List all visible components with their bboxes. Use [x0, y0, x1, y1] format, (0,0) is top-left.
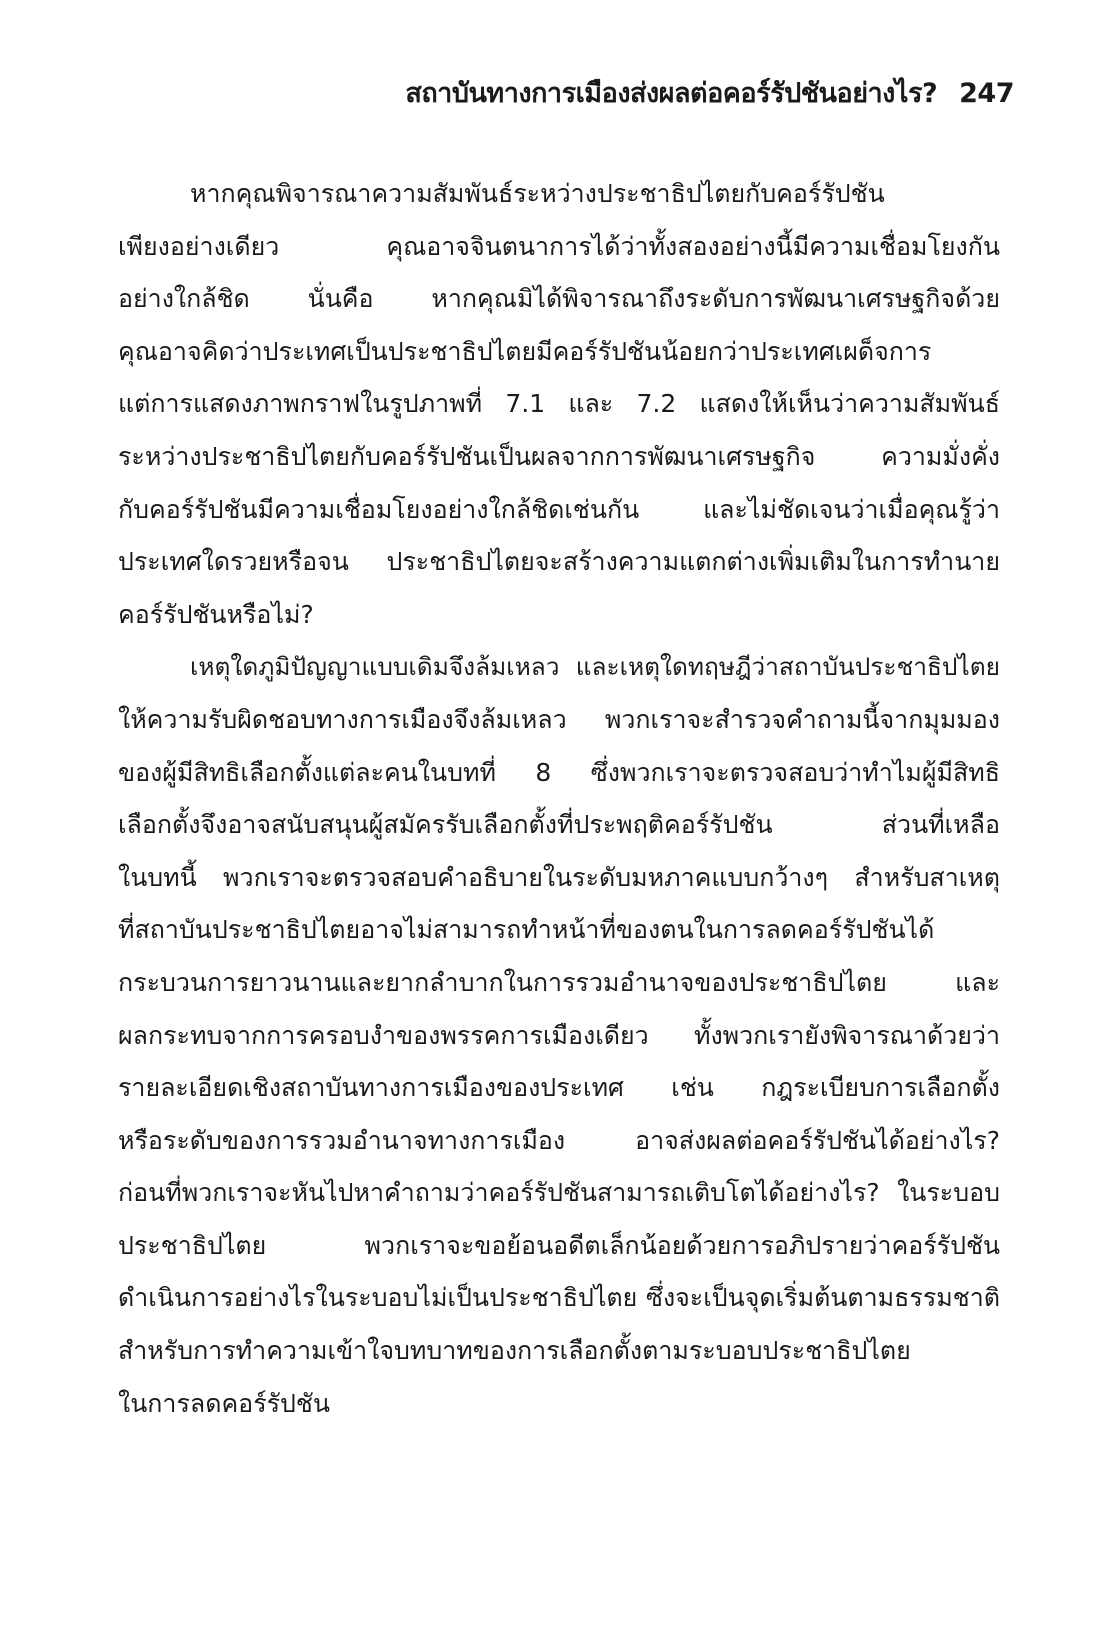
- text-line: ประเทศใดรวยหรือจน ประชาธิปไตยจะสร้างความแตกต่างเพิ่มเติมในการทำนาย: [118, 547, 1000, 577]
- text-line: ก่อนที่พวกเราจะหันไปหาคำถามว่าคอร์รัปชันสามารถเติบโตได้อย่างไร? ในระบอบ: [118, 1178, 1000, 1208]
- paragraph-2: [118, 641, 1000, 1430]
- text-line: เหตุใดภูมิปัญญาแบบเดิมจึงล้มเหลว และเหตุใดทฤษฎีว่าสถาบันประชาธิปไตย: [190, 652, 1000, 682]
- text-line: ประชาธิปไตย พวกเราจะขอย้อนอดีตเล็กน้อยด้วยการอภิปรายว่าคอร์รัปชัน: [118, 1230, 1000, 1260]
- text-line: กระบวนการยาวนานและยากลำบากในการรวมอำนาจของประชาธิปไตย และ: [118, 967, 1000, 997]
- text-line: ที่สถาบันประชาธิปไตยอาจไม่สามารถทำหน้าที่ของตนในการลดคอร์รัปชันได้: [118, 915, 935, 945]
- text-line: ในการลดคอร์รัปชัน: [118, 1388, 330, 1418]
- text-line: คอร์รัปชันหรือไม่?: [118, 599, 314, 629]
- text-line: ผลกระทบจากการครอบงำของพรรคการเมืองเดียว ทั้งพวกเรายังพิจารณาด้วยว่า: [118, 1020, 1000, 1050]
- text-line: กับคอร์รัปชันมีความเชื่อมโยงอย่างใกล้ชิดเช่นกัน และไม่ชัดเจนว่าเมื่อคุณรู้ว่า: [118, 494, 1000, 524]
- text-line: ระหว่างประชาธิปไตยกับคอร์รัปชันเป็นผลจากการพัฒนาเศรษฐกิจ ความมั่งคั่ง: [118, 441, 1000, 471]
- running-header: [405, 74, 1014, 114]
- text-line: อย่างใกล้ชิด นั่นคือ หากคุณมิได้พิจารณาถึงระดับการพัฒนาเศรษฐกิจด้วย: [118, 284, 1000, 314]
- text-line: คุณอาจคิดว่าประเทศเป็นประชาธิปไตยมีคอร์รัปชันน้อยกว่าประเทศเผด็จการ: [118, 336, 932, 366]
- body-text: [118, 168, 1000, 1430]
- text-line: ในบทนี้ พวกเราจะตรวจสอบคำอธิบายในระดับมหภาคแบบกว้างๆ สำหรับสาเหตุ: [118, 862, 1000, 892]
- text-line: ดำเนินการอย่างไรในระบอบไม่เป็นประชาธิปไตย ซึ่งจะเป็นจุดเริ่มต้นตามธรรมชาติ: [118, 1283, 1000, 1313]
- chapter-title: สถาบันทางการเมืองส่งผลต่อคอร์รัปชันอย่างไร?: [405, 78, 938, 109]
- text-line: รายละเอียดเชิงสถาบันทางการเมืองของประเทศ เช่น กฎระเบียบการเลือกตั้ง: [118, 1073, 1000, 1103]
- paragraph-1: [118, 168, 1000, 641]
- text-line: สำหรับการทำความเข้าใจบทบาทของการเลือกตั้งตามระบอบประชาธิปไตย: [118, 1336, 911, 1366]
- text-line: แต่การแสดงภาพกราฟในรูปภาพที่ 7.1 และ 7.2 แสดงให้เห็นว่าความสัมพันธ์: [118, 389, 1000, 419]
- text-line: หรือระดับของการรวมอำนาจทางการเมือง อาจส่งผลต่อคอร์รัปชันได้อย่างไร?: [118, 1125, 1000, 1155]
- text-line: ของผู้มีสิทธิเลือกตั้งแต่ละคนในบทที่ 8 ซึ่งพวกเราจะตรวจสอบว่าทำไมผู้มีสิทธิ: [118, 757, 1000, 787]
- page-number: 247: [959, 78, 1014, 109]
- text-line: ให้ความรับผิดชอบทางการเมืองจึงล้มเหลว พวกเราจะสำรวจคำถามนี้จากมุมมอง: [118, 704, 1000, 734]
- text-line: เลือกตั้งจึงอาจสนับสนุนผู้สมัครรับเลือกตั้งที่ประพฤติคอร์รัปชัน ส่วนที่เหลือ: [118, 810, 1000, 840]
- text-line: เพียงอย่างเดียว คุณอาจจินตนาการได้ว่าทั้งสองอย่างนี้มีความเชื่อมโยงกัน: [118, 231, 1000, 261]
- text-line: หากคุณพิจารณาความสัมพันธ์ระหว่างประชาธิปไตยกับคอร์รัปชัน: [190, 179, 885, 208]
